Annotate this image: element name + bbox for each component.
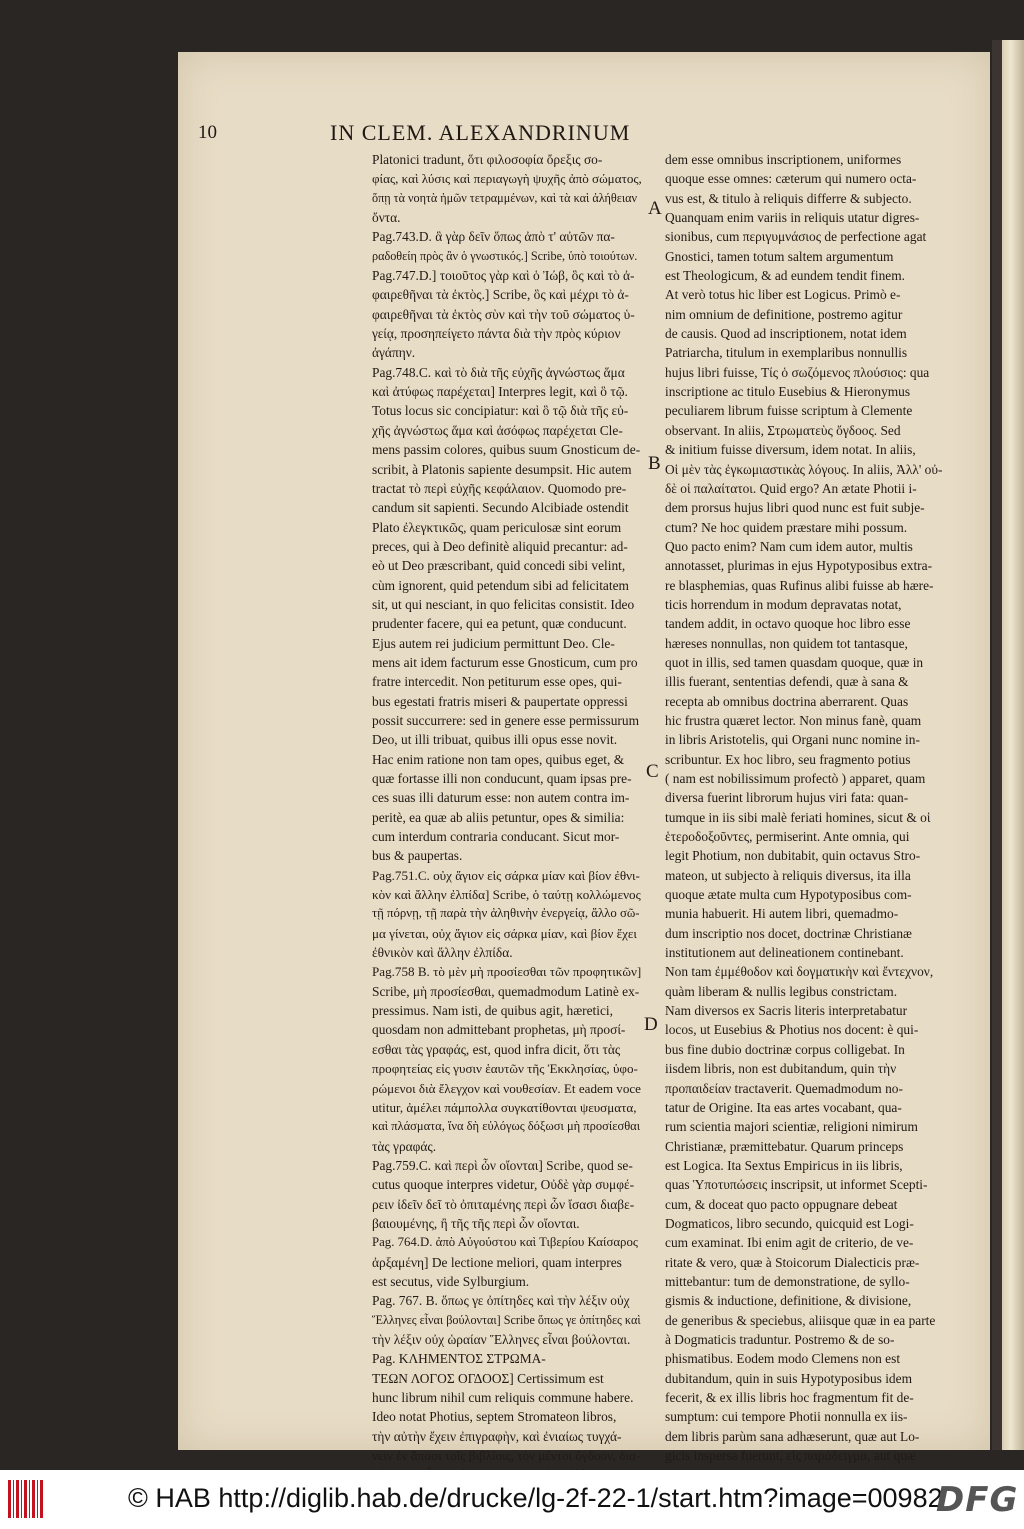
text-line: hunc librum nihil cum reliquis commune habere.	[372, 1390, 634, 1405]
text-line: κὸν καὶ ἄλλην ἐλπίδα] Scribe, ὁ ταύτῃ κολλώμενος	[372, 887, 641, 903]
text-line: προπαιδείαν tractaverit. Quemadmodum no-	[665, 1080, 903, 1096]
text-line: est Theologicum, & ad eundem tendit finem.	[665, 268, 905, 284]
margin-letter-c: C	[646, 761, 659, 782]
text-line: cutus quoque interpres videtur, Οὐδὲ γὰρ συμφέ-	[372, 1177, 635, 1193]
text-line: mens ait idem facturum esse Gnosticum, cum pro	[372, 654, 638, 670]
text-line: mateon, ut subjecto à reliquis diversus, ita illa	[665, 867, 911, 883]
text-line: mens passim colores, quibus suum Gnosticum de-	[372, 442, 641, 458]
text-line: ΤΕΩΝ ΛΟΓΟΣ ΟΓΔΟΟΣ] Certissimum est	[372, 1370, 604, 1386]
text-line: Οἱ μὲν τὰς ἐγκωμιαστικὰς λόγους. In aliis, Ἀλλ' οὐ-	[665, 461, 943, 477]
text-line: Pag. 764.D. ἀπὸ Αὐγούστου καὶ Τιβερίου Καίσαρος	[372, 1235, 638, 1250]
text-line: legit Photium, non dubitabit, quin octavus Stro-	[665, 848, 921, 864]
text-line: φαιρεθῆναι τὰ ἐκτὸς.] Scribe, ὃς καὶ μέχρι τὸ ἀ-	[372, 287, 629, 303]
text-line: cum, & doceat quo pacto oppugnare debeat	[665, 1196, 898, 1212]
next-page-edge	[1002, 40, 1024, 1450]
text-line: sumptum: cui tempore Photii nonnulla ex iis-	[665, 1409, 908, 1425]
barcode-icon	[8, 1480, 44, 1518]
text-line: Gnostici, tamen totum saltem argumentum	[665, 248, 894, 264]
text-line: εσθαι τὰς γραφάς, est, quod infra dicit, ὅτι τὰς	[372, 1041, 621, 1057]
text-line: munia habuerit. Hi autem libri, quemadmo-	[665, 906, 899, 922]
text-line: sit, ut qui nesciant, in quo felicitas consistit. Ideo	[372, 596, 635, 612]
text-line: βαιουμένης, ἢ τῆς τῆς περὶ ὧν οἴονται.	[372, 1215, 580, 1231]
text-line: diversa fuerint librorum hujus viri fata: quan-	[665, 790, 909, 806]
text-line: τὰς γραφάς.	[372, 1138, 437, 1154]
text-line: dem esse omnibus inscriptionem, uniformes	[665, 152, 902, 167]
text-line: in libris Aristotelis, qui Organi nunc nomine in-	[665, 732, 920, 748]
text-line: possit succurrere: sed in genere esse permissurum	[372, 712, 639, 728]
text-line: & initium fuisse diversum, idem notat. In aliis,	[665, 442, 916, 458]
text-line: φίας, καὶ λύσις καὶ περιαγωγὴ ψυχῆς ἀπὸ σώματος,	[372, 171, 642, 187]
text-line: observant. In aliis, Στρωματεὺς ὄγδοος. Sed	[665, 422, 901, 438]
text-line: hujus libri fuisse, Τίς ὁ σωζόμενος πλούσιος: qua	[665, 364, 930, 380]
text-line: ἑτεροδοξοῦντες, permiserint. Ante omnia, qui	[665, 829, 910, 845]
text-line: ( nam est nobilissimum profectò ) apparet, quam	[665, 771, 926, 786]
dfg-logo: DFG	[936, 1480, 1019, 1520]
text-line: καὶ πλάσματα, ἵνα δὴ εὐλόγως δόξωσι μὴ προσίεσθαι	[372, 1119, 641, 1134]
text-line: phismatibus. Eodem modo Clemens non est	[665, 1351, 901, 1367]
text-line: quoque esse omnes: cæterum qui numero octa-	[665, 171, 917, 187]
text-line: Ejus autem rei judicium permittunt Deo. Cle-	[372, 635, 615, 651]
text-line: tandem addit, in octavo quoque hoc libro esse	[665, 616, 911, 632]
text-line: gicis inspersa fuerunt, εἰς παράδειγμα, aut quæ	[665, 1448, 916, 1464]
page-title: IN CLEM. ALEXANDRINUM	[330, 120, 631, 145]
scan-gutter	[992, 40, 1002, 1450]
text-line: hæreses nonnullas, non quidem tot tantasque,	[665, 635, 908, 651]
text-line: Pag.748.C. καὶ τὸ διὰ τῆς εὐχῆς ἀγνώστως ἅμα	[372, 364, 625, 380]
page-number: 10	[198, 122, 217, 143]
viewer-footer	[0, 1470, 1024, 1529]
text-line: locos, ut Eusebius & Photius nos docent: è qui-	[665, 1022, 919, 1038]
text-line: Platonici tradunt, ὅτι φιλοσοφία ὄρεξις σο-	[372, 152, 603, 167]
text-line: ρειν ἰδεῖν δεῖ τὸ ὀπιταμένης περὶ ὧν ἴσασι διαβε-	[372, 1196, 635, 1212]
text-line: dubitandum, quin in suis Hypotyposibus idem	[665, 1370, 912, 1386]
text-line: rum scientia majori scientiæ, religioni nimirum	[665, 1119, 918, 1135]
text-line: bus fine dubio doctrinæ corpus colligebat. In	[665, 1041, 905, 1057]
text-line: Deo, ut illi tribuat, quibus illi opus esse novit.	[372, 732, 618, 748]
text-line: à Dogmaticis traduntur. Postremo & de so-	[665, 1331, 895, 1347]
text-line: Quo pacto enim? Nam cum idem autor, multis	[665, 538, 913, 554]
text-line: νειν ἐν ἅπασι τοῖς βιβλίοις, τὸν μέντοι ὄγδοον, δια-	[372, 1448, 641, 1464]
text-line: cùm ignorent, quid petendum sibi ad felicitatem	[372, 577, 629, 593]
text-line: annotasset, plurimas in ejus Hypotyposibus extra-	[665, 558, 933, 574]
running-head	[198, 120, 638, 146]
text-line: Pag. ΚΛΗΜΕΝΤΟΣ ΣΤΡΩΜΑ-	[372, 1351, 546, 1367]
text-line: Pag.758 B. τὸ μὲν μὴ προσίεσθαι τῶν προφητικῶν]	[372, 964, 642, 980]
text-line: tatur de Origine. Ita eas artes vocabant, qua-	[665, 1099, 902, 1115]
text-line: recepta ab omnibus doctrina aberrarent. Quas	[665, 693, 909, 709]
text-line: Ideo notat Photius, septem Stromateon libros,	[372, 1409, 617, 1425]
text-line: quæ fortasse illi non conducunt, quam ipsas pre-	[372, 771, 632, 786]
text-line: Pag.743.D. ἃ γὰρ δεῖν ὅπως ἀπὸ τ' αὐτῶν πα-	[372, 229, 615, 245]
text-line: nim omnium de definitione, postremo agitur	[665, 306, 903, 322]
text-line: τῇ πόρνῃ, τῇ παρὰ τὴν ἀληθινὴν ἐνεργείᾳ, ἄλλο σῶ-	[372, 906, 640, 921]
text-line: bus egestati fratris miseri & paupertate oppressi	[372, 693, 628, 709]
text-line: prudenter facere, qui ea petunt, quæ conducunt.	[372, 616, 627, 632]
margin-letter-a: A	[648, 198, 662, 219]
text-line: peculiarem librum fuisse scriptum à Clemente	[665, 403, 913, 419]
text-line: bus & paupertas.	[372, 848, 463, 864]
text-line: gismis & inductione, definitione, & divisione,	[665, 1293, 912, 1309]
text-line: ἐθνικὸν καὶ ἄλλην ἐλπίδα.	[372, 945, 513, 961]
text-line: candum sit sapienti. Secundo Alcibiade ostendit	[372, 500, 629, 516]
text-line: ἀγάπην.	[372, 345, 416, 361]
text-line: iisdem libris, non est dubitandum, quin τὴν	[665, 1061, 897, 1077]
text-line: cum interdum contraria conducant. Sicut mor-	[372, 829, 620, 845]
text-line: ραδοθείη πρὸς ἂν ὁ γνωστικός.] Scribe, ὑπὸ τοιούτων.	[372, 248, 638, 263]
text-line: ticis horrendum in modum depravatas notat,	[665, 596, 902, 612]
text-line: scribit, à Platonis sapiente desumpsit. Hic autem	[372, 461, 632, 477]
text-line: Ἕλληνες εἶναι βούλονται] Scribe ὅπως γε ὀπίτηδες καὶ	[372, 1312, 641, 1327]
text-line: Pag.759.C. καὶ περὶ ὧν οἴονται] Scribe, quod se-	[372, 1157, 633, 1173]
text-line: ritate & vero, quæ à Stoicorum Dialecticis præ-	[665, 1254, 920, 1270]
text-line: quosdam non admittebant prophetas, μὴ προσί-	[372, 1022, 626, 1038]
text-line: γείᾳ, προσηπείγετο πάντα διὰ τὴν πρὸς κύριον	[372, 326, 621, 342]
text-line: mittebantur: tum de demonstratione, de syllo-	[665, 1273, 910, 1289]
text-line: de causis. Quod ad inscriptionem, notat idem	[665, 326, 907, 342]
text-line: ἀρξαμένη] De lectione meliori, quam interpres	[372, 1254, 622, 1270]
text-line: quoque ætate multa cum Hypotyposibus com-	[665, 887, 912, 903]
text-line: Pag. 767. B. ὅπως γε ὀπίτηδες καὶ τὴν λέξιν οὐχ	[372, 1293, 630, 1309]
text-line: fratre intercedit. Non petiturum esse opes, qui-	[372, 674, 622, 690]
margin-letter-d: D	[644, 1014, 658, 1035]
text-line: χῆς ἀγνώστως ἅμα καὶ ἀσόφως παρέχεται Cle-	[372, 422, 623, 438]
text-line: At verò totus hic liber est Logicus. Primò e-	[665, 287, 901, 303]
text-line: utitur, ἀμέλει πάμπολλα συγκατίθονται ψευσματα,	[372, 1099, 637, 1115]
text-line: ces suas illi daturum esse: non autem contra im-	[372, 790, 630, 806]
text-line: re blasphemias, quas Rufinus alibi fuisse ab hære-	[665, 577, 934, 593]
text-line: ὄντα.	[372, 210, 401, 226]
source-credit-link[interactable]: © HAB http://diglib.hab.de/drucke/lg-2f-22-1/start.htm?image=00982	[128, 1483, 943, 1513]
text-line: peritè, ea quæ ab aliis petuntur, opes & similia:	[372, 809, 625, 825]
text-line: vus est, & titulo à reliquis differre & subjecto.	[665, 190, 912, 206]
text-line: tumque in iis sibi malè feriati homines, sicut & οἱ	[665, 809, 931, 825]
text-line: hic frustra quæret lector. Non minus fanè, quam	[665, 712, 922, 728]
text-line: Christianæ, præmittebatur. Quarum princeps	[665, 1138, 904, 1154]
text-line: φαιρεθῆναι τὰ ἐκτὸς σὺν καὶ τὴν τοῦ σώματος ὑ-	[372, 306, 635, 322]
left-text-column	[372, 150, 642, 1485]
text-line: Patriarcha, titulum in exemplaribus nonnullis	[665, 345, 908, 361]
text-line: scribuntur. Ex hoc libro, seu fragmento potius	[665, 751, 911, 767]
text-line: Nam diversos ex Sacris literis interpretabatur	[665, 1003, 908, 1019]
text-line: Pag.751.C. οὐχ ἅγιον εἰς σάρκα μίαν καὶ βίον ἐθνι-	[372, 867, 640, 883]
text-line: de generibus & speciebus, aliisque quæ in ea parte	[665, 1312, 936, 1328]
text-line: τὴν λέξιν οὐχ ὡραίαν Ἕλληνες εἶναι βούλονται.	[372, 1331, 631, 1347]
text-line: μα γίνεται, οὐχ ἅγιον εἰς σάρκα μίαν, καὶ βίον ἔχει	[372, 925, 637, 941]
text-line: Pag.747.D.] τοιοῦτος γὰρ καὶ ὁ Ἰώβ, ὃς καὶ τὸ ἀ-	[372, 268, 635, 284]
text-line: inscriptione ac titulo Eusebius & Hieronymus	[665, 384, 911, 400]
text-line: Hac enim ratione non tam opes, quibus eget, &	[372, 751, 625, 767]
text-line: Quanquam enim variis in reliquis utatur digres-	[665, 210, 920, 226]
text-line: quas Ὑποτυπώσεις inscripsit, ut informet Scepti-	[665, 1177, 928, 1193]
text-line: Dogmaticos, libro secundo, quicquid est Logi-	[665, 1215, 914, 1231]
text-line: sionibus, cum περιγυμνάσιος de perfectione agat	[665, 229, 927, 245]
text-line: καὶ ἀτύφως παρέχεται] Interpres legit, καὶ ὃ τῷ.	[372, 384, 628, 400]
text-line: dem prorsus hujus libri quod nunc est fuit subje-	[665, 500, 925, 516]
text-line: τὴν αὐτὴν ἔχειν ἐπιγραφὴν, καὶ ἐνιαίως τυγχά-	[372, 1428, 622, 1444]
text-line: est Logica. Ita Sextus Empiricus in iis libris,	[665, 1157, 903, 1173]
text-line: dem libris parùm sana adhæserunt, quæ aut Lo-	[665, 1428, 920, 1444]
text-line: pressimus. Nam isti, de quibus agit, hæretici,	[372, 1003, 614, 1019]
right-text-column	[665, 150, 965, 1485]
text-line: cum examinat. Ibi enim agit de criterio, de ve-	[665, 1235, 914, 1251]
text-line: dum inscriptio nos docet, doctrinæ Christianæ	[665, 925, 912, 941]
text-line: ὅπῃ τὰ νοητὰ ἡμῶν τετραμμένων, καὶ τὰ καὶ ἀλήθειαν	[372, 190, 638, 205]
text-line: eò ut Deo præscribant, quid concedi sibi velint,	[372, 558, 626, 574]
text-line: προφητείας εἰς γυσιν ἑαυτῶν τῆς Ἐκκλησίας, ὑφο-	[372, 1061, 638, 1077]
text-line: quàm liberam & nullis legibus constrictam.	[665, 983, 898, 999]
text-line: est secutus, vide Sylburgium.	[372, 1273, 530, 1289]
text-line: preces, qui à Deo definitè aliquid precantur: ad-	[372, 538, 628, 554]
text-line: quot in illis, sed tamen quasdam quoque, quæ in	[665, 654, 924, 670]
text-line: tractat τὸ περὶ εὐχῆς κεφάλαιον. Quomodo pre-	[372, 480, 627, 496]
text-line: Scribe, μὴ προσίεσθαι, quemadmodum Latinè ex-	[372, 983, 640, 999]
text-line: fecerit, & ex illis libris hoc fragmentum fit de-	[665, 1390, 914, 1405]
text-line: Totus locus sic concipiatur: καὶ ὃ τῷ διὰ τῆς εὐ-	[372, 403, 629, 419]
text-line: Plato ἐλεγκτικῶς, quam periculosæ sint eorum	[372, 519, 622, 535]
text-line: δὲ οἱ παλαίτατοι. Quid ergo? An ætate Photii i-	[665, 480, 917, 496]
text-line: illis fuerant, sententias defendi, quæ à sana &	[665, 674, 909, 690]
text-line: ctum? Ne hoc quidem præstare mihi possum.	[665, 519, 908, 535]
text-line: Non tam ἐμμέθοδον καὶ δογματικὴν καὶ ἔντεχνον,	[665, 964, 934, 980]
text-line: ρώμενοι διὰ ἔλεγχον καὶ νουθεσίαν. Et eadem voce	[372, 1080, 641, 1096]
text-line: institutionem aut delineationem continebant.	[665, 945, 904, 961]
margin-letter-b: B	[648, 453, 661, 474]
